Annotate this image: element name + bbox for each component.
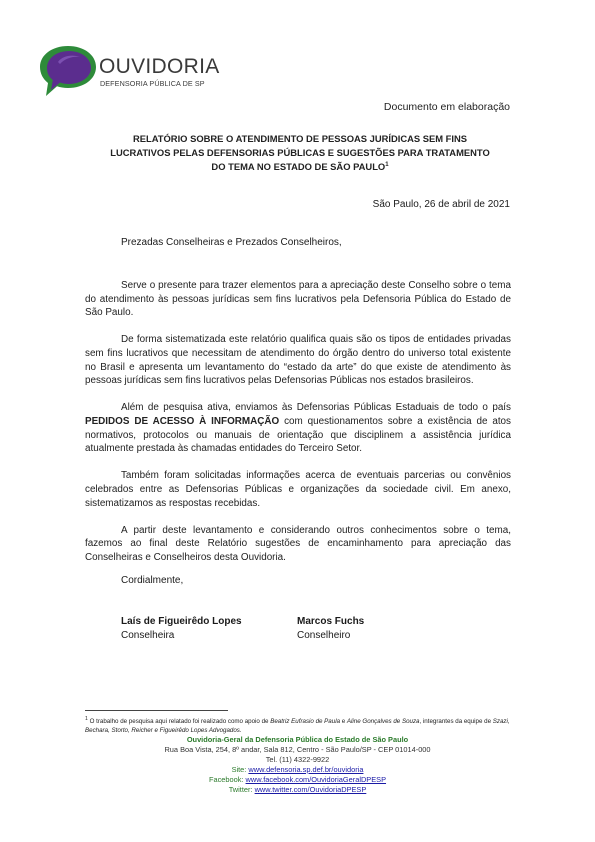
footnote-text: e [340, 718, 347, 726]
signature-1 [121, 615, 242, 642]
document-date: São Paulo, 26 de abril de 2021 [372, 199, 510, 210]
paragraph-1: Serve o presente para trazer elementos para a apreciação deste Conselho sobre o tema do atendimento às pessoas jurídicas sem fins lucrativos pela Defensoria Pública do Estado de São Paulo. [85, 280, 511, 319]
body-text [85, 279, 511, 578]
signature-2 [297, 615, 364, 642]
paragraph-4: Também foram solicitadas informações acerca de eventuais parcerias ou convênios celebrados entre as Defensorias Públicas e organizações da sociedade civil. Em anexo, sistematizamos as respostas recebidas. [85, 470, 511, 509]
footer-site-line [0, 765, 595, 775]
footer-phone: Tel. (11) 4322-9922 [265, 754, 330, 764]
footer-site-label: Site: [231, 764, 249, 774]
footer-facebook-line [0, 775, 595, 785]
footer-facebook-link[interactable]: www.facebook.com/OuvidoriaGeralDPESP [245, 774, 387, 784]
report-title-text: RELATÓRIO SOBRE O ATENDIMENTO DE PESSOAS JURÍDICAS SEM FINS LUCRATIVOS PELAS DEFENSORIAS PÚBLICAS E SUGESTÕES PARA TRATAMENTO DO TEMA NO ESTADO DE SÃO PAULO [110, 133, 490, 173]
footer-facebook-label: Facebook: [208, 774, 246, 784]
paragraph-3 [85, 401, 511, 455]
footer-site-link[interactable]: www.defensoria.sp.def.br/ouvidoria [248, 764, 364, 774]
greeting: Prezadas Conselheiras e Prezados Conselheiros, [121, 237, 342, 248]
closing: Cordialmente, [121, 575, 184, 586]
speech-bubble-logo-icon [38, 44, 98, 98]
footer-address: Rua Boa Vista, 254, 8º andar, Sala 812, Centro - São Paulo/SP - CEP 01014-000 [164, 744, 431, 754]
paragraph-3-end: com questionamentos sobre a existência de atos normativos, protocolos ou manuais de orientação que disciplinem a assistência jurídica atualmente prestada às chamadas entidades do Terceiro Setor. [85, 415, 511, 455]
footer-twitter-link[interactable]: www.twitter.com/OuvidoriaDPESP [254, 784, 367, 794]
signature-name: Marcos Fuchs [297, 616, 365, 627]
footnote [85, 715, 515, 735]
footnote-italic: Szazi, Bechara, Storto, Reicher e Figueirêdo Lopes Advogados. [85, 718, 510, 735]
logo-subtitle: DEFENSORIA PÚBLICA DE SP [100, 79, 205, 88]
paragraph-3-bold: PEDIDOS DE ACESSO À INFORMAÇÃO [85, 415, 280, 427]
signature-role: Conselheiro [297, 629, 351, 641]
signature-name: Laís de Figueirêdo Lopes [121, 616, 242, 627]
footnote-italic: Aline Gonçalves de Souza [346, 718, 420, 726]
footnote-number: 1 [85, 716, 88, 722]
footnote-text: O trabalho de pesquisa aqui relatado foi realizado como apoio de [87, 718, 271, 726]
footnote-text: , integrantes da equipe de [419, 718, 493, 726]
paragraph-2: De forma sistematizada este relatório qualifica quais são os tipos de entidades privadas sem fins lucrativos que necessitam de atendimento do órgão dentro do universo total existente no Brasil e apresenta um levantamento do “estado da arte” do que existe de atendimento às pessoas jurídicas sem fins lucrativos pelas Defensorias Públicas nos estados brasileiros. [85, 334, 511, 387]
paragraph-3-start: Além de pesquisa ativa, enviamos às Defensorias Públicas Estaduais de todo o país [121, 402, 511, 414]
signature-role: Conselheira [121, 629, 175, 641]
footnote-ref[interactable]: 1 [385, 162, 389, 168]
report-title [110, 132, 490, 174]
footer-twitter-line [0, 785, 595, 795]
footer-organization: Ouvidoria-Geral da Defensoria Pública do Estado de São Paulo [186, 735, 409, 744]
footnote-divider [85, 710, 228, 711]
footer-twitter-label: Twitter: [228, 784, 255, 794]
logo-title: OUVIDORIA [99, 55, 220, 78]
paragraph-5: A partir deste levantamento e considerando outros conhecimentos sobre o tema, fazemos ao final deste Relatório sugestões de encaminhamento para apreciação das Conselheiras e Conselheiros desta Ouvidoria. [85, 524, 511, 563]
ouvidoria-logo [38, 44, 218, 98]
document-status: Documento em elaboração [383, 101, 510, 113]
page-footer [0, 735, 595, 794]
footnote-italic: Beatriz Eufrasio de Paula [270, 718, 341, 726]
